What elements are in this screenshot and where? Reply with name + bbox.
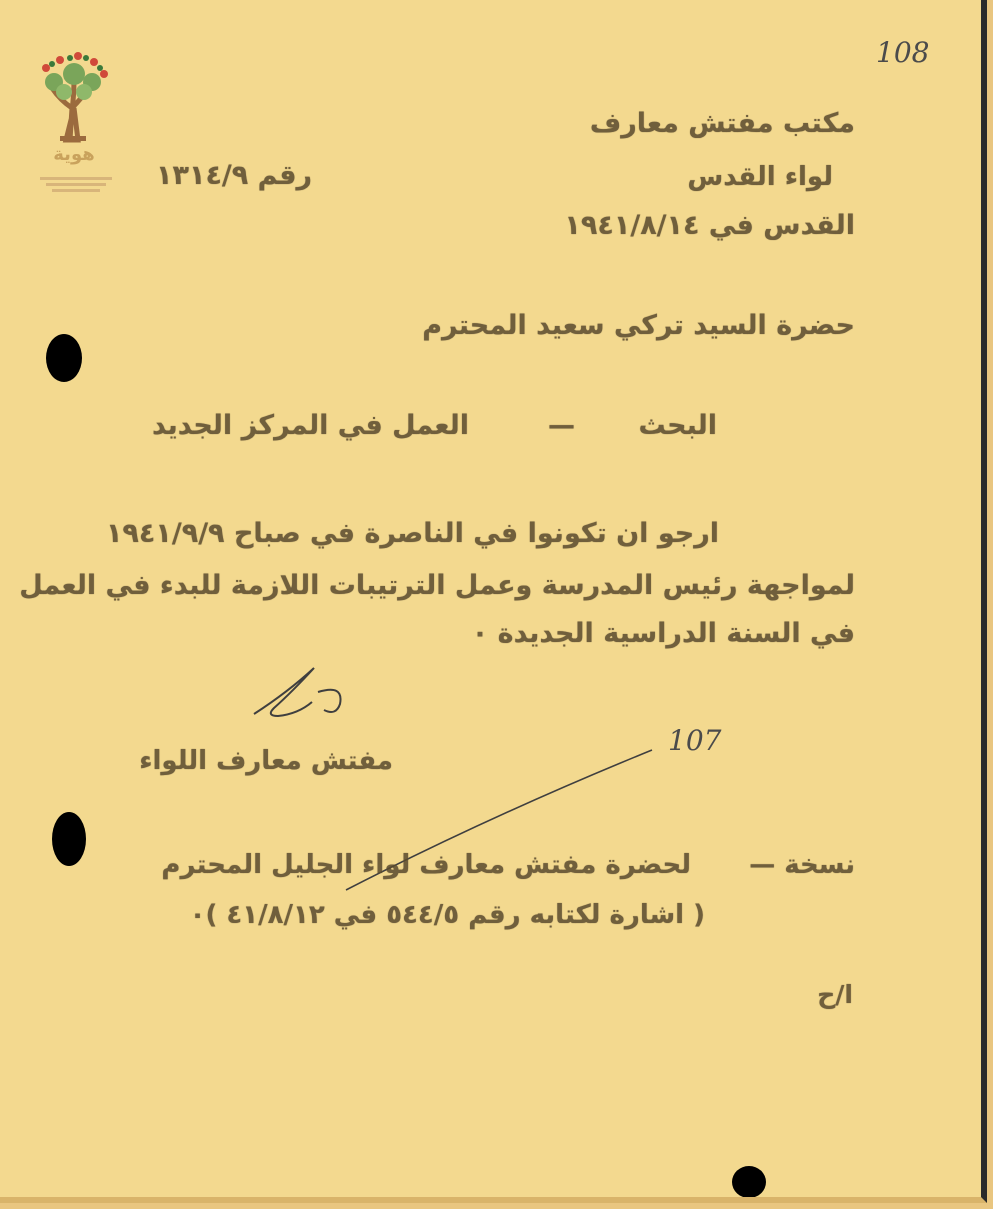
body-line-3: في السنة الدراسية الجديدة ٠ (471, 618, 855, 649)
tree-logo-icon (30, 48, 120, 148)
copy-line-2: ( اشارة لكتابه رقم ٥٤٤/٥ في ٤١/٨/١٢ )٠ (189, 900, 705, 930)
subject-dash: — (548, 410, 576, 441)
archive-logo-name: هوية (53, 144, 95, 165)
body-line-1: ارجو ان تكونوا في الناصرة في صباح ١٩٤١/٩/٩ (105, 518, 719, 549)
punch-hole (732, 1166, 766, 1198)
handwritten-note: 107 (668, 724, 722, 757)
punch-hole (46, 334, 82, 382)
initials: ا/ح (817, 980, 853, 1009)
copy-label: نسخة — (749, 850, 855, 880)
office-title: مكتب مفتش معارف (589, 108, 855, 139)
subject-label: البحث (638, 410, 717, 441)
addressee: حضرة السيد تركي سعيد المحترم (422, 310, 855, 341)
district-name: لواء القدس (687, 162, 833, 192)
archive-logo-caption (36, 174, 116, 194)
signature-title: مفتش معارف اللواء (139, 746, 393, 776)
place-date: القدس في ١٩٤١/٨/١٤ (564, 210, 855, 241)
archive-logo (30, 48, 130, 208)
subject-text: العمل في المركز الجديد (152, 410, 469, 441)
copy-line-1: لحضرة مفتش معارف لواء الجليل المحترم (161, 850, 691, 880)
reference-number: رقم ١٣١٤/٩ (156, 160, 313, 191)
punch-hole (52, 812, 86, 866)
body-line-2: لمواجهة رئيس المدرسة وعمل الترتيبات اللازمة للبدء في العمل (19, 570, 855, 601)
page-number: 108 (876, 36, 930, 69)
handwritten-signature (248, 662, 358, 726)
